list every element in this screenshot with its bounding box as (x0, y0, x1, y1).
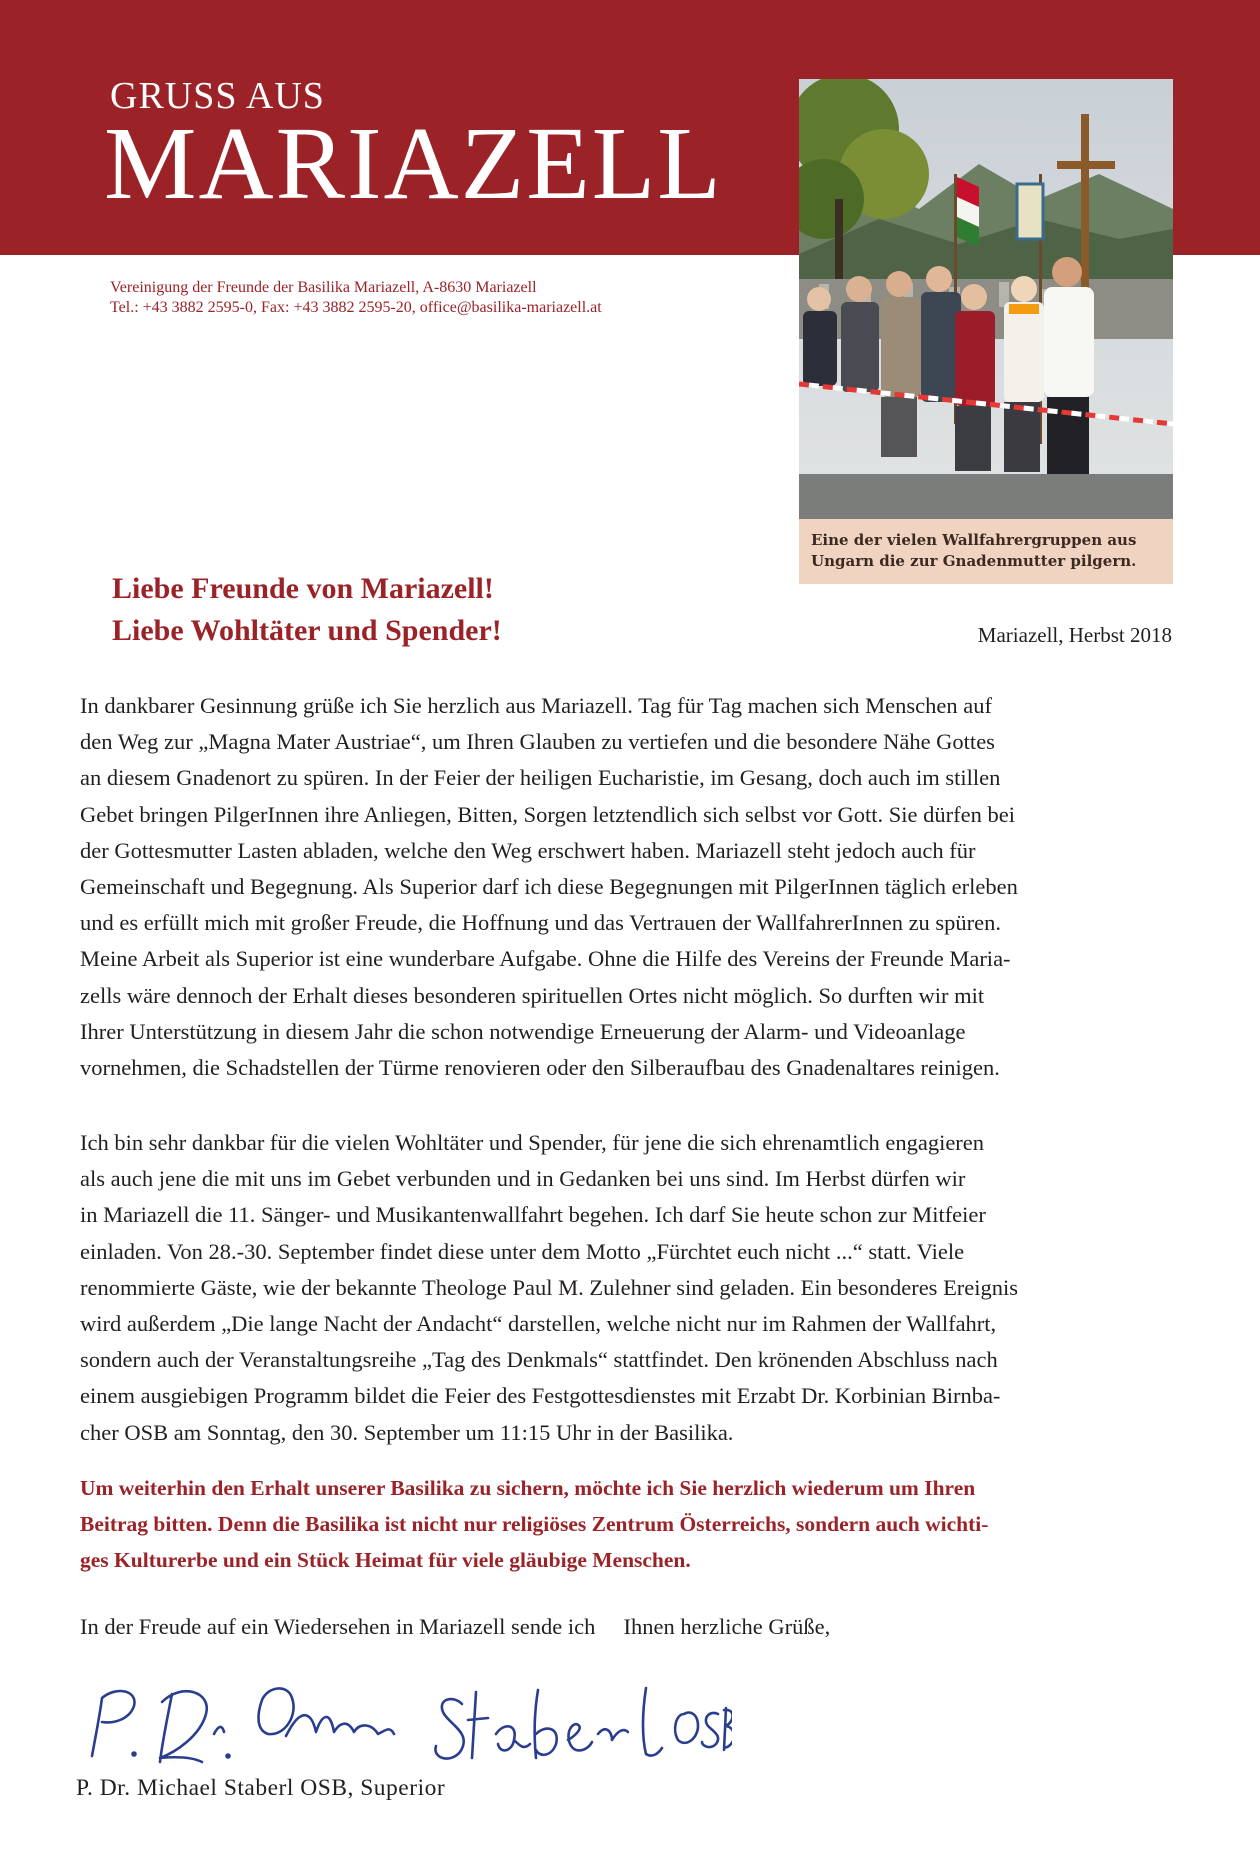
salutation-line-1: Liebe Freunde von Mariazell! (112, 572, 494, 605)
text-line: der Gottesmutter Lasten abladen, welche den Weg erschwert haben. Mariazell steht jedoch auch für (80, 837, 976, 863)
text-line: In dankbarer Gesinnung grüße ich Sie herzlich aus Mariazell. Tag für Tag machen sich Menschen auf (80, 693, 992, 718)
pilgrim-group-photo (799, 79, 1173, 519)
appeal-line: Um weiterhin den Erhalt unserer Basilika zu sichern, möchte ich Sie herzlich wiederum um Ihren (80, 1476, 976, 1500)
org-contact: Tel.: +43 3882 2595-0, Fax: +43 3882 2595-20, office@basilika-mariazell.at (110, 299, 602, 316)
text-line: Gebet bringen PilgerInnen ihre Anliegen, Bitten, Sorgen letztendlich sich selbst vor Gott. Sie dürfen bei (80, 801, 1016, 827)
dateline: Mariazell, Herbst 2018 (977, 623, 1172, 647)
org-address: Vereinigung der Freunde der Basilika Mariazell, A-8630 Mariazell (110, 279, 537, 296)
text-line: Ich bin sehr dankbar für die vielen Wohltäter und Spender, für jene die sich ehrenamtlich engagieren (80, 1130, 985, 1155)
text-line: an diesem Gnadenort zu spüren. In der Feier der heiligen Eucharistie, im Gesang, doch auch im stillen (80, 765, 1001, 791)
salutation-line-2: Liebe Wohltäter und Spender! (112, 614, 502, 647)
text-line: wird außerdem „Die lange Nacht der Andacht“ darstellen, welche nicht nur im Rahmen der Wallfahrt, (80, 1311, 997, 1337)
text-line: Ihrer Unterstützung in diesem Jahr die schon notwendige Erneuerung der Alarm- und Videoanlage (80, 1018, 966, 1044)
donation-appeal (80, 1470, 1200, 1578)
appeal-line: Beitrag bitten. Denn die Basilika ist nicht nur religiöses Zentrum Österreichs, sondern auch wichti- (80, 1512, 989, 1536)
caption-line: Ungarn die zur Gnadenmutter pilgern. (811, 552, 1137, 570)
closing-line: In der Freude auf ein Wiedersehen in Mariazell sende ich Ihnen herzliche Grüße, (80, 1614, 831, 1639)
caption-line: Eine der vielen Wallfahrergruppen aus (811, 531, 1137, 549)
text-line: zells wäre dennoch der Erhalt dieses besonderen spirituellen Ortes nicht möglich. So durften wir mit (80, 982, 985, 1008)
text-line: Gemeinschaft und Begegnung. Als Superior darf ich diese Begegnungen mit PilgerInnen täglich erleben (80, 874, 1018, 900)
appeal-line: ges Kulturerbe und ein Stück Heimat für viele gläubige Menschen. (80, 1548, 691, 1572)
photo-caption (799, 519, 1173, 584)
text-line: vornehmen, die Schadstellen der Türme renovieren oder den Silberaufbau des Gnadenaltares reinigen. (80, 1055, 1000, 1081)
text-line: Meine Arbeit als Superior ist eine wunderbare Aufgabe. Ohne die Hilfe des Vereins der Freunde Maria- (80, 946, 1011, 972)
text-line: und es erfüllt mich mit großer Freude, die Hoffnung und das Vertrauen der WallfahrerInnen zu spüren. (80, 910, 1002, 936)
paragraph-2 (80, 1125, 1200, 1451)
text-line: sondern auch der Veranstaltungsreihe „Tag des Denkmals“ stattfindet. Den krönenden Abschluss nach (80, 1347, 998, 1373)
main-title: MARIAZELL (104, 106, 723, 221)
handwritten-signature (72, 1674, 732, 1774)
text-line: in Mariazell die 11. Sänger- und Musikantenwallfahrt begehen. Ich darf Sie heute schon zur Mitfeier (80, 1202, 986, 1228)
text-line: einladen. Von 28.-30. September findet diese unter dem Motto „Fürchtet euch nicht ...“ statt. Viele (80, 1238, 965, 1264)
text-line: als auch jene die mit uns im Gebet verbunden und in Gedanken bei uns sind. Im Herbst dürfen wir (80, 1166, 966, 1192)
text-line: renommierte Gäste, wie der bekannte Theologe Paul M. Zulehner sind geladen. Ein besonderes Ereignis (80, 1274, 1019, 1300)
text-line: den Weg zur „Magna Mater Austriae“, um Ihren Glauben zu vertiefen und die besondere Nähe Gottes (80, 729, 995, 755)
signer-name: P. Dr. Michael Staberl OSB, Superior (76, 1775, 446, 1801)
text-line: einem ausgiebigen Programm bildet die Feier des Festgottesdienstes mit Erzabt Dr. Korbinian Birnba- (80, 1383, 1001, 1409)
pre-title: GRUSS AUS (110, 75, 325, 117)
text-line: cher OSB am Sonntag, den 30. September um 11:15 Uhr in der Basilika. (80, 1419, 734, 1445)
paragraph-1 (80, 688, 1200, 1086)
